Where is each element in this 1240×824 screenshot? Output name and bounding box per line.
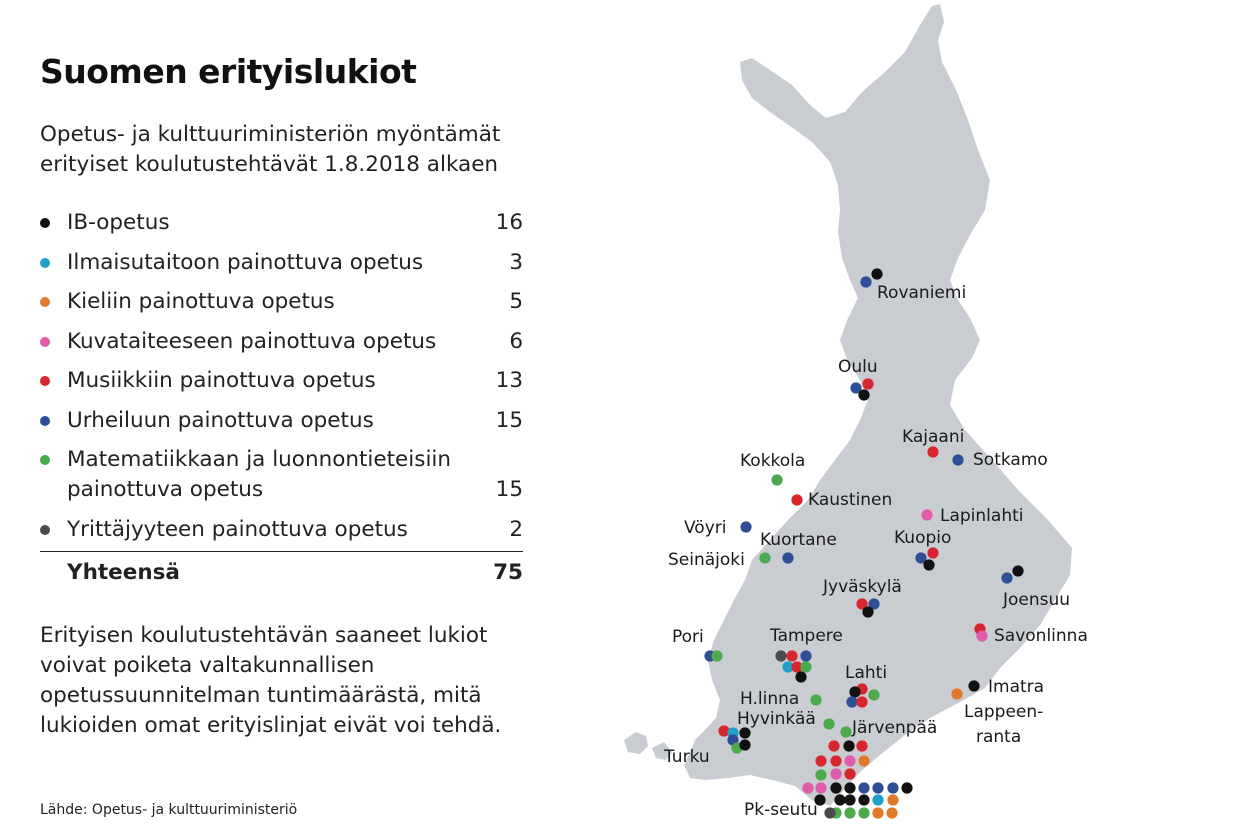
school-dot-ib-imatra <box>968 680 979 691</box>
ilmaisu-dot-icon <box>40 258 50 268</box>
school-dot-kieli-pk-seutu <box>886 807 897 818</box>
school-dot-ib-joensuu <box>1012 565 1023 576</box>
school-dot-matematiikka-lahti <box>868 689 879 700</box>
school-dot-matematiikka-sein-joki <box>759 552 770 563</box>
legend-item-matematiikka <box>40 445 523 505</box>
school-dot-musiikki-pk-seutu <box>815 755 826 766</box>
legend-label: Musiikkiin painottuva opetus <box>67 368 376 393</box>
city-label-j-rvenp-: Järvenpää <box>852 718 938 738</box>
legend-item-kieli <box>40 287 523 317</box>
city-label-kaustinen: Kaustinen <box>808 490 893 510</box>
school-dot-musiikki-kajaani <box>927 446 938 457</box>
legend-count: 5 <box>509 289 523 314</box>
matematiikka-dot-icon <box>40 455 50 465</box>
school-dot-matematiikka-j-rvenp- <box>840 726 851 737</box>
city-label-hyvink-: Hyvinkää <box>737 709 816 729</box>
school-dot-kuva-lapinlahti <box>921 509 932 520</box>
city-label-pori: Pori <box>672 627 704 647</box>
school-dot-matematiikka-pk-seutu <box>844 807 855 818</box>
legend-item-urheilu <box>40 406 523 436</box>
legend-label: Yrittäjyyteen painottuva opetus <box>67 516 408 542</box>
legend-label: Matematiikkaan ja luonnontieteisiin painottuva opetus <box>67 447 452 502</box>
city-label-savonlinna: Savonlinna <box>994 626 1088 646</box>
city-label-rovaniemi: Rovaniemi <box>877 283 967 303</box>
legend-count: 6 <box>509 328 523 354</box>
school-dot-ib-oulu <box>858 389 869 400</box>
school-dot-urheilu-pk-seutu <box>872 782 883 793</box>
school-dot-urheilu-joensuu <box>1001 572 1012 583</box>
school-dot-musiikki-kaustinen <box>791 494 802 505</box>
school-dot-ib-pk-seutu <box>830 782 841 793</box>
city-label-kuortane: Kuortane <box>760 530 837 550</box>
ib-dot-icon <box>40 218 50 228</box>
school-dot-ib-pk-seutu <box>844 782 855 793</box>
school-dot-matematiikka-pk-seutu <box>815 769 826 780</box>
school-dot-kuva-pk-seutu <box>815 782 826 793</box>
city-label-jyv-skyl-: Jyväskylä <box>823 577 902 597</box>
urheilu-dot-icon <box>40 416 50 426</box>
school-dot-kieli-pk-seutu <box>872 807 883 818</box>
city-label-h-linna: H.linna <box>740 689 800 709</box>
legend-item-musiikki <box>40 366 523 396</box>
legend-label: IB-opetus <box>67 210 170 235</box>
school-dot-matematiikka-hyvink- <box>823 718 834 729</box>
school-dot-urheilu-kuortane <box>782 552 793 563</box>
legend-count: 3 <box>509 249 523 275</box>
school-dot-kieli-pk-seutu <box>887 794 898 805</box>
school-dot-yrittajyys-pk-seutu <box>824 807 835 818</box>
total-label: Yhteensä <box>67 560 180 585</box>
school-dot-yrittajyys-tampere <box>775 650 786 661</box>
city-label-kokkola: Kokkola <box>740 451 806 471</box>
city-label-kajaani: Kajaani <box>902 427 965 447</box>
city-label-lappeenranta: ranta <box>976 727 1022 747</box>
legend-item-ib <box>40 208 523 238</box>
school-dot-ilmaisu-pk-seutu <box>872 794 883 805</box>
legend-count: 13 <box>495 368 523 393</box>
school-dot-ib-tampere <box>795 671 806 682</box>
source-note: Lähde: Opetus- ja kulttuuriministeriö <box>40 802 298 818</box>
school-dot-kuva-pk-seutu <box>802 782 813 793</box>
school-dot-musiikki-pk-seutu <box>844 768 855 779</box>
subtitle: Opetus- ja kulttuuriministeriön myöntämät erityiset koulutustehtävät 1.8.2018 alkaen <box>40 122 501 177</box>
legend-label: Urheiluun painottuva opetus <box>67 407 374 433</box>
legend-item-yrittajyys <box>40 515 523 545</box>
legend-count: 15 <box>495 477 523 502</box>
school-dot-musiikki-oulu <box>862 378 873 389</box>
kieli-dot-icon <box>40 297 50 307</box>
legend-count: 16 <box>495 210 523 235</box>
city-label-pk-seutu: Pk-seutu <box>744 800 818 820</box>
school-dot-matematiikka-h-linna <box>810 694 821 705</box>
legend-label: Kuvataiteeseen painottuva opetus <box>67 328 437 354</box>
finland-map <box>600 0 1240 824</box>
school-dot-ib-rovaniemi <box>871 268 882 279</box>
aland-islands <box>624 732 648 754</box>
school-dot-matematiikka-pk-seutu <box>858 807 869 818</box>
legend-total <box>40 551 523 588</box>
school-dot-matematiikka-pori <box>711 650 722 661</box>
school-dot-urheilu-rovaniemi <box>860 276 871 287</box>
city-label-lappeenranta: Lappeen- <box>964 702 1044 722</box>
school-dot-kieli-pk-seutu <box>858 755 869 766</box>
school-dot-urheilu-pk-seutu <box>858 782 869 793</box>
school-dot-ib-turku <box>739 739 750 750</box>
school-dot-kieli-lappeenranta <box>951 688 962 699</box>
school-dot-kuva-savonlinna <box>976 630 987 641</box>
legend-count: 2 <box>509 516 523 542</box>
school-dot-urheilu-v-yri <box>740 521 751 532</box>
legend <box>40 208 523 598</box>
city-label-sein-joki: Seinäjoki <box>668 550 745 570</box>
city-label-lahti: Lahti <box>845 663 888 683</box>
total-count: 75 <box>493 560 523 585</box>
school-dot-urheilu-sotkamo <box>952 454 963 465</box>
legend-count: 15 <box>495 407 523 433</box>
school-dot-kuva-pk-seutu <box>830 768 841 779</box>
legend-item-kuva <box>40 327 523 357</box>
school-dot-musiikki-pk-seutu <box>856 740 867 751</box>
city-label-imatra: Imatra <box>988 677 1045 697</box>
page-title: Suomen erityislukiot <box>40 52 417 91</box>
school-dot-ib-pk-seutu <box>834 794 845 805</box>
city-label-sotkamo: Sotkamo <box>973 450 1048 470</box>
school-dot-urheilu-tampere <box>800 650 811 661</box>
school-dot-ib-pk-seutu <box>844 794 855 805</box>
city-label-kuopio: Kuopio <box>894 528 952 548</box>
school-dot-ib-jyv-skyl- <box>862 606 873 617</box>
city-label-tampere: Tampere <box>770 626 843 646</box>
school-dot-musiikki-tampere <box>786 650 797 661</box>
school-dot-musiikki-pk-seutu <box>828 740 839 751</box>
school-dot-ib-pk-seutu <box>901 782 912 793</box>
musiikki-dot-icon <box>40 376 50 386</box>
legend-label: Kieliin painottuva opetus <box>67 289 335 314</box>
city-label-oulu: Oulu <box>838 357 878 377</box>
school-dot-urheilu-pk-seutu <box>887 782 898 793</box>
city-label-joensuu: Joensuu <box>1003 590 1071 610</box>
school-dot-ib-j-rvenp- <box>843 740 854 751</box>
legend-item-ilmaisu <box>40 248 523 278</box>
city-label-v-yri: Vöyri <box>684 518 727 538</box>
school-dot-matematiikka-kokkola <box>771 474 782 485</box>
school-dot-ib-turku <box>739 727 750 738</box>
school-dot-ib-lahti <box>849 686 860 697</box>
school-dot-musiikki-lahti <box>856 696 867 707</box>
city-label-turku: Turku <box>664 747 710 767</box>
school-dot-matematiikka-tampere <box>800 661 811 672</box>
school-dot-ib-pk-seutu <box>858 794 869 805</box>
legend-label: Ilmaisutaitoon painottuva opetus <box>67 249 424 275</box>
school-dot-urheilu-lahti <box>846 696 857 707</box>
school-dot-kuva-pk-seutu <box>844 755 855 766</box>
body-text: Erityisen koulutustehtävän saaneet lukiot voivat poiketa valtakunnallisen opetussuunnitelman tuntimäärästä, mitä lukioiden omat erityislinjat eivät voi tehdä. <box>40 623 502 738</box>
city-label-lapinlahti: Lapinlahti <box>940 506 1024 526</box>
kuva-dot-icon <box>40 337 50 347</box>
yrittajyys-dot-icon <box>40 525 50 535</box>
school-dot-musiikki-pk-seutu <box>830 755 841 766</box>
school-dot-musiikki-kuopio <box>927 547 938 558</box>
school-dot-ib-kuopio <box>923 559 934 570</box>
